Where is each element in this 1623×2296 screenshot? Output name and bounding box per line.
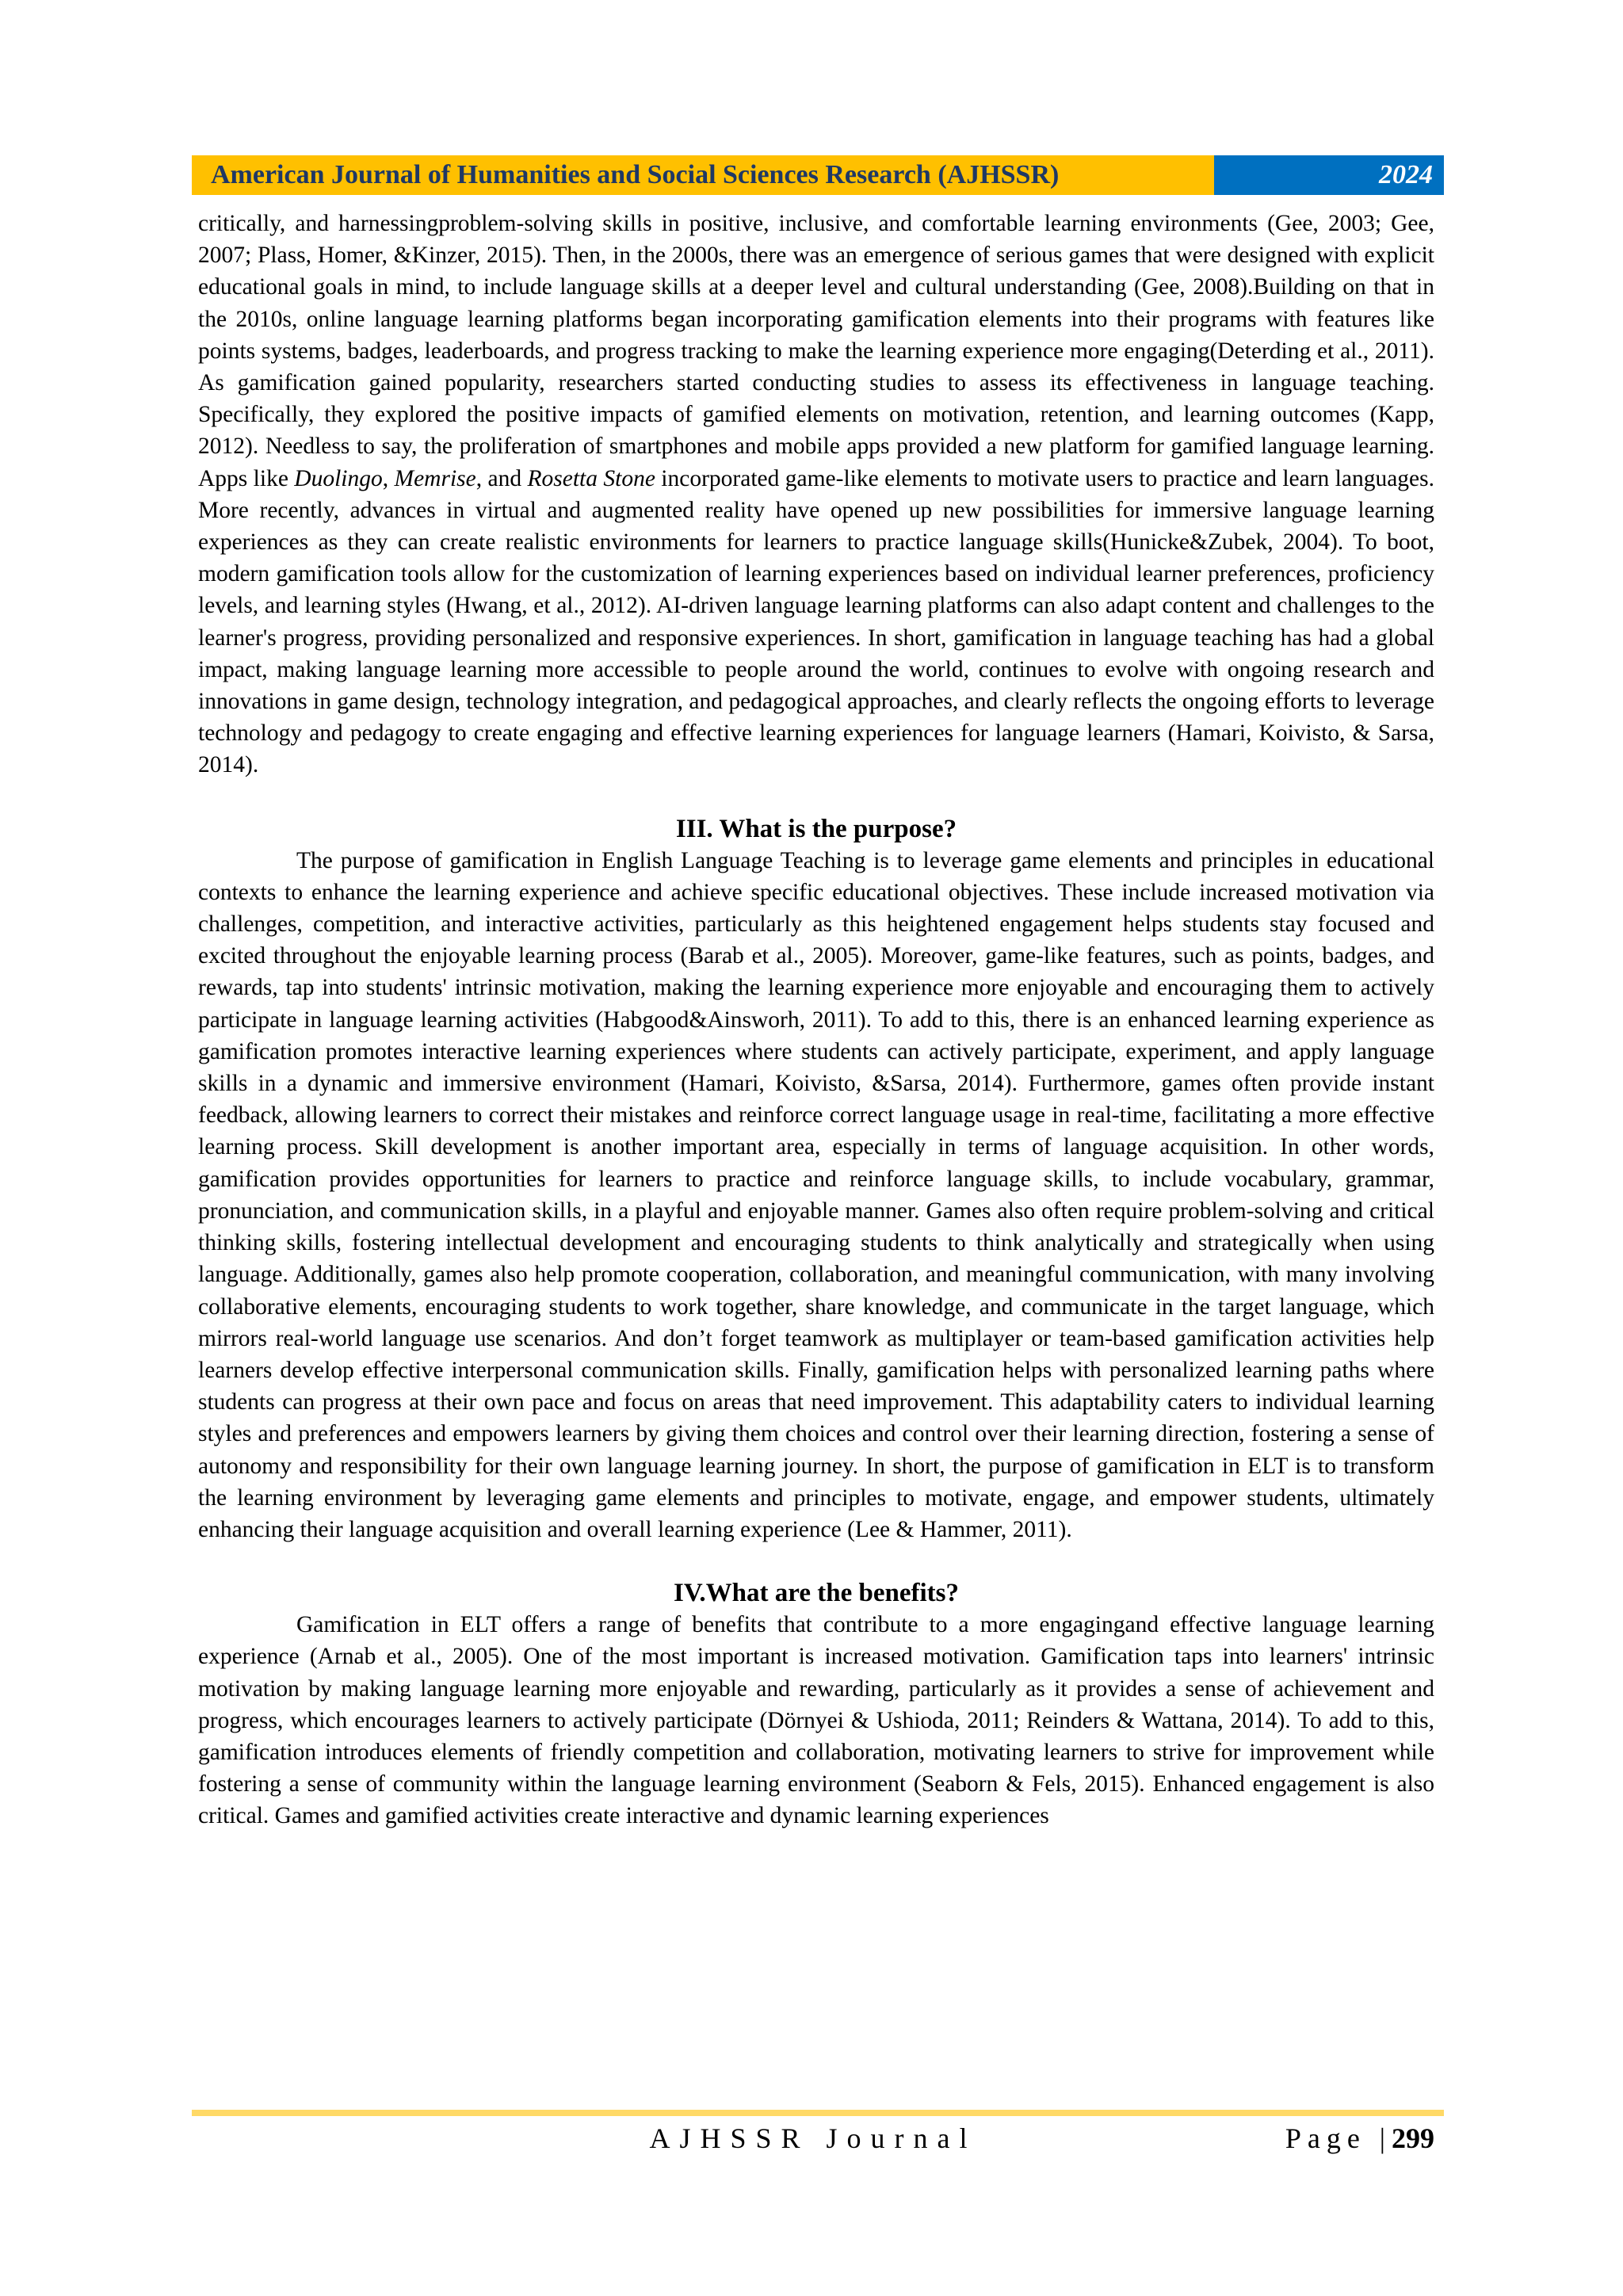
article-body xyxy=(198,208,1434,1832)
paragraph xyxy=(198,208,1434,781)
page-label: Page | xyxy=(1285,2122,1392,2154)
paragraph: Gamification in ELT offers a range of benefits that contribute to a more engagingand effective language learning experience (Arnab et al., 2005). One of the most important is increased motivation. Gamification taps into learners' intrinsic motivation by making language learning more enjoyable and rewarding, particularly as it provides a sense of achievement and progress, which encourages learners to actively participate (Dörnyei & Ushioda, 2011; Reinders & Wattana, 2014). To add to this, gamification introduces elements of friendly competition and collaboration, motivating learners to strive for improvement while fostering a sense of community within the language learning environment (Seaborn & Fels, 2015). Enhanced engagement is also critical. Games and gamified activities create interactive and dynamic learning experiences xyxy=(198,1612,1434,1829)
running-footer xyxy=(192,2121,1434,2156)
journal-title: American Journal of Humanities and Social Sciences Research (AJHSSR) xyxy=(192,155,1214,195)
separator: , xyxy=(382,465,395,491)
footer-divider xyxy=(192,2110,1444,2116)
separator: , and xyxy=(475,465,528,491)
paragraph-text: critically, and harnessingproblem-solving skills in positive, inclusive, and comfortable learning environments (Gee, 2003; Gee, 2007; Plass, Homer, &Kinzer, 2015). Then, in the 2000s, there was an emergence of serious games that were designed with explicit educational goals in mind, to include language skills at a deeper level and cultural understanding (Gee, 2008).Building on that in the 2010s, online language learning platforms began incorporating gamification elements into their programs with features like points systems, badges, leaderboards, and progress tracking to make the learning experience more engaging(Deterding et al., 2011). As gamification gained popularity, researchers started conducting studies to assess its effectiveness in language teaching. Specifically, they explored the positive impacts of gamified elements on motivation, retention, and learning outcomes (Kapp, 2012). Needless to say, the proliferation of smartphones and mobile apps provided a new platform for gamified language learning. Apps like xyxy=(198,211,1434,491)
section-heading: III. What is the purpose? xyxy=(675,814,957,843)
section-heading: IV.What are the benefits? xyxy=(674,1579,959,1608)
app-name: Duolingo xyxy=(294,465,383,491)
paragraph: The purpose of gamification in English Language Teaching is to leverage game elements and principles in educational contexts to enhance the learning experience and achieve specific educational objectives. These include increased motivation via challenges, competition, and interactive activities, particularly as this heightened engagement helps students stay focused and excited throughout the enjoyable learning process (Barab et al., 2005). Moreover, game-like features, such as points, badges, and rewards, tap into students' intrinsic motivation, making the learning experience more enjoyable and encouraging them to actively participate in language learning activities (Habgood&Ainsworh, 2011). To add to this, there is an enhanced learning experience as gamification promotes interactive learning experiences where students can actively participate, experiment, and apply language skills in a dynamic and immersive environment (Hamari, Koivisto, &Sarsa, 2014). Furthermore, games often provide instant feedback, allowing learners to correct their mistakes and reinforce correct language usage in real-time, facilitating a more effective learning process. Skill development is another important area, especially in terms of language acquisition. In other words, gamification provides opportunities for learners to practice and reinforce language skills, to include vocabulary, grammar, pronunciation, and communication skills, in a playful and enjoyable manner. Games also often require problem-solving and critical thinking skills, fostering intellectual development and encouraging students to think analytically and strategically when using language. Additionally, games also help promote cooperation, collaboration, and meaningful communication, with many involving collaborative elements, encouraging students to work together, share knowledge, and communicate in the target language, which mirrors real-world language use scenarios. And don’t forget teamwork as multiplayer or team-based gamification activities help learners develop effective interpersonal communication skills. Finally, gamification helps with personalized learning paths where students can progress at their own pace and focus on areas that need improvement. This adaptability caters to individual learning styles and preferences and empowers learners by giving them choices and control over their learning direction, fostering a sense of autonomy and responsibility for their own language learning journey. In short, the purpose of gamification in ELT is to transform the learning environment by leveraging game elements and principles to motivate, engage, and empower students, ultimately enhancing their language acquisition and overall learning experience (Lee & Hammer, 2011). xyxy=(198,847,1434,1542)
paragraph-text: incorporated game-like elements to motivate users to practice and learn languages. More recently, advances in virtual and augmented reality have opened up new possibilities for immersive language learning experiences as they can create realistic environments for learners to practice language skills(Hunicke&Zubek, 2004). To boot, modern gamification tools allow for the customization of learning experiences based on individual learner preferences, proficiency levels, and learning styles (Hwang, et al., 2012). AI-driven language learning platforms can also adapt content and challenges to the learner's progress, providing personalized and responsive experiences. In short, gamification in language teaching has had a global impact, making language learning more accessible to people around the world, continues to evolve with ongoing research and innovations in game design, technology integration, and pedagogical approaches, and clearly reflects the ongoing efforts to leverage technology and pedagogy to create engaging and effective learning experiences for language learners (Hamari, Koivisto, & Sarsa, 2014). xyxy=(198,465,1435,778)
footer-journal-name: AJHSSR Journal xyxy=(649,2122,977,2154)
app-name: Memrise xyxy=(394,465,476,491)
app-name: Rosetta Stone xyxy=(527,465,655,491)
publication-year: 2024 xyxy=(1214,155,1444,195)
page-number xyxy=(1285,2121,1434,2156)
page-number-value: 299 xyxy=(1392,2122,1434,2154)
running-header xyxy=(192,155,1444,195)
